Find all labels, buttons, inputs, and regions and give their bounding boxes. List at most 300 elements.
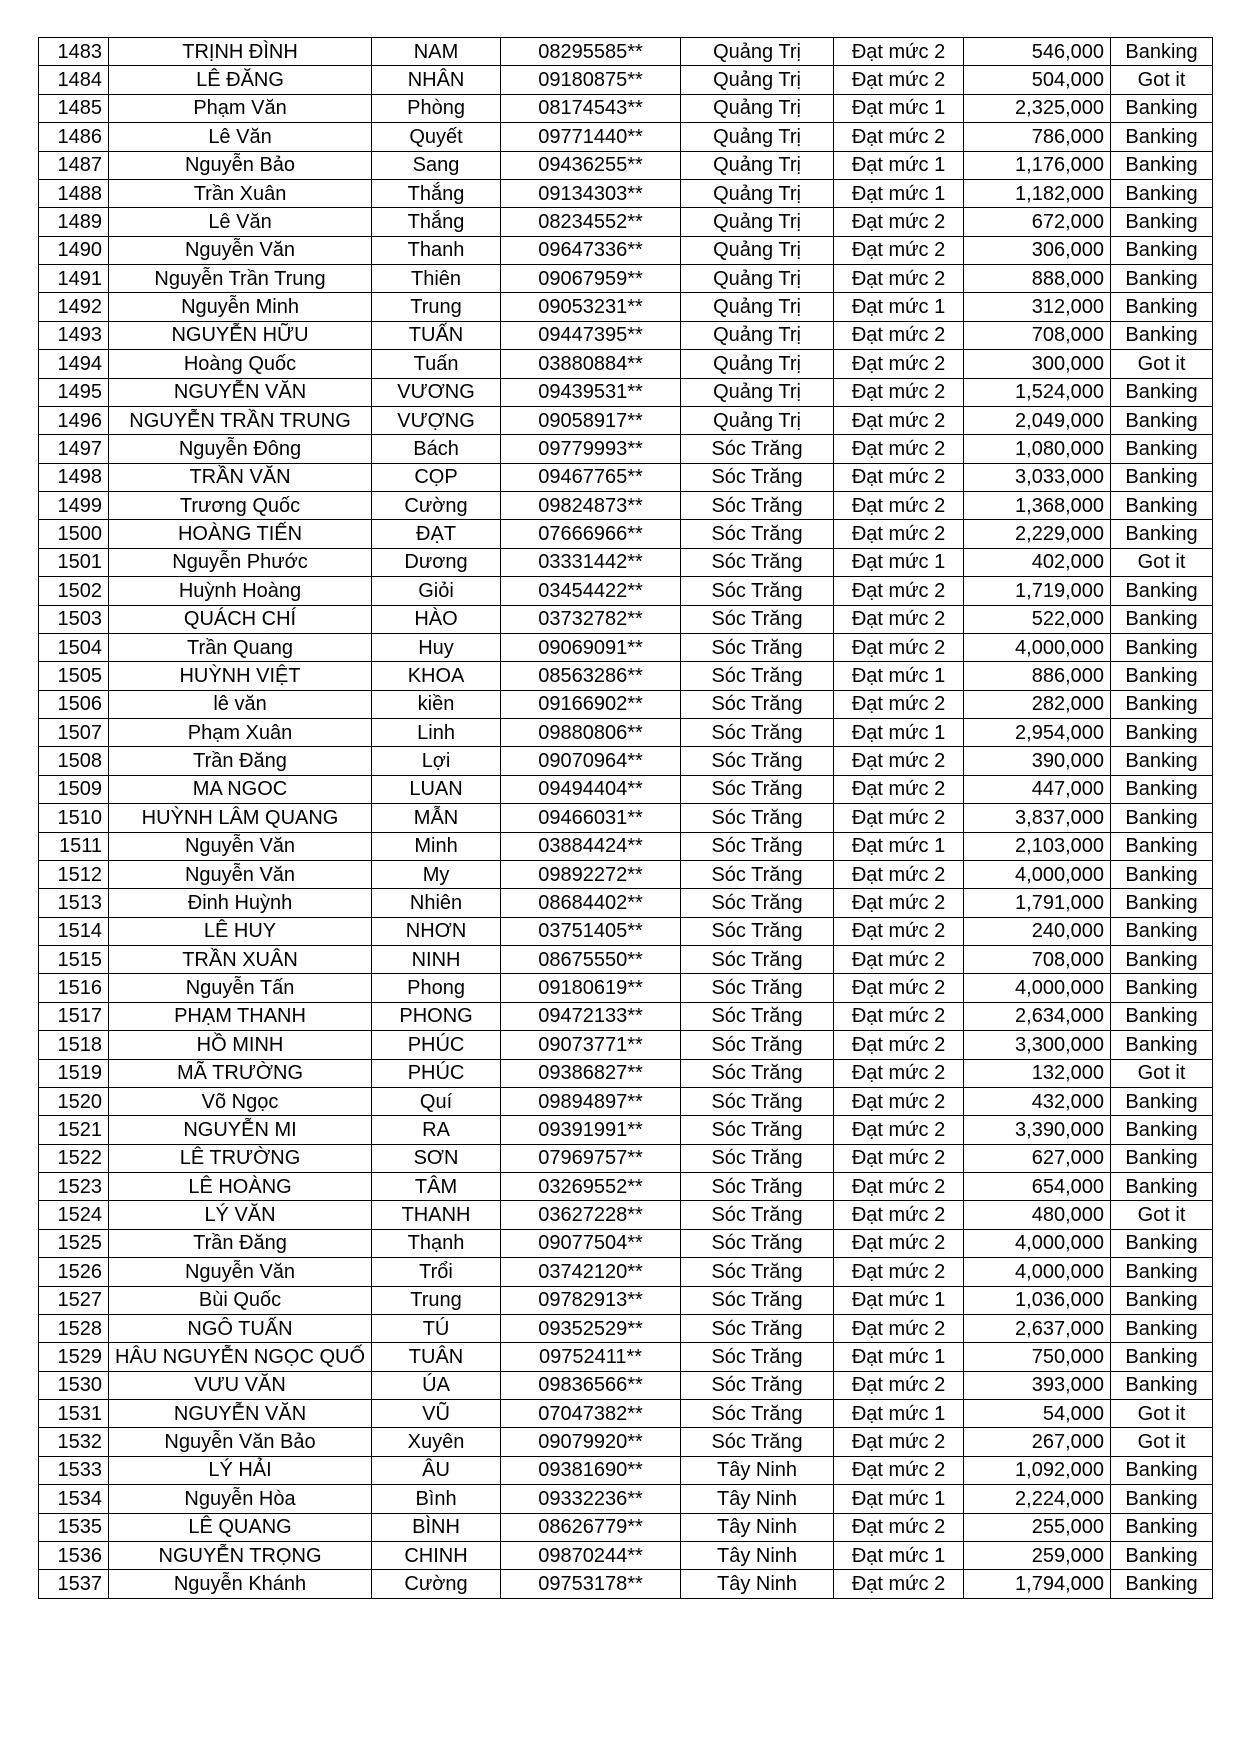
cell-last-name: Trần Quang <box>109 633 372 661</box>
cell-last-name: Nguyễn Văn <box>109 1258 372 1286</box>
cell-first-name: HÀO <box>372 605 501 633</box>
cell-amount: 2,954,000 <box>964 719 1111 747</box>
cell-last-name: Trần Xuân <box>109 179 372 207</box>
cell-row-number: 1500 <box>39 520 109 548</box>
cell-province: Sóc Trăng <box>681 974 834 1002</box>
cell-province: Quảng Trị <box>681 265 834 293</box>
cell-amount: 708,000 <box>964 946 1111 974</box>
cell-first-name: Trung <box>372 293 501 321</box>
cell-level: Đạt mức 2 <box>834 1087 964 1115</box>
cell-first-name: Minh <box>372 832 501 860</box>
cell-amount: 546,000 <box>964 38 1111 66</box>
table-row <box>39 633 1213 661</box>
cell-phone: 09753178** <box>501 1570 681 1598</box>
cell-first-name: Lợi <box>372 747 501 775</box>
cell-row-number: 1502 <box>39 577 109 605</box>
table-row <box>39 662 1213 690</box>
cell-province: Tây Ninh <box>681 1485 834 1513</box>
cell-last-name: TRẦN VĂN <box>109 463 372 491</box>
cell-last-name: HUỲNH VIỆT <box>109 662 372 690</box>
cell-amount: 240,000 <box>964 917 1111 945</box>
cell-method: Banking <box>1111 435 1213 463</box>
cell-last-name: Nguyễn Minh <box>109 293 372 321</box>
cell-province: Sóc Trăng <box>681 435 834 463</box>
cell-row-number: 1537 <box>39 1570 109 1598</box>
cell-level: Đạt mức 2 <box>834 946 964 974</box>
cell-first-name: NAM <box>372 38 501 66</box>
cell-first-name: Phòng <box>372 94 501 122</box>
table-row <box>39 66 1213 94</box>
cell-phone: 07047382** <box>501 1400 681 1428</box>
cell-row-number: 1522 <box>39 1144 109 1172</box>
cell-row-number: 1508 <box>39 747 109 775</box>
cell-row-number: 1507 <box>39 719 109 747</box>
cell-level: Đạt mức 2 <box>834 1173 964 1201</box>
cell-province: Sóc Trăng <box>681 889 834 917</box>
cell-last-name: Nguyễn Văn Bảo <box>109 1428 372 1456</box>
cell-level: Đạt mức 1 <box>834 662 964 690</box>
cell-amount: 3,390,000 <box>964 1116 1111 1144</box>
cell-row-number: 1521 <box>39 1116 109 1144</box>
cell-amount: 312,000 <box>964 293 1111 321</box>
cell-first-name: TUÂN <box>372 1343 501 1371</box>
cell-last-name: MÃ TRƯỜNG <box>109 1059 372 1087</box>
cell-method: Banking <box>1111 974 1213 1002</box>
cell-phone: 03454422** <box>501 577 681 605</box>
cell-province: Quảng Trị <box>681 179 834 207</box>
cell-level: Đạt mức 1 <box>834 719 964 747</box>
cell-last-name: Võ Ngọc <box>109 1087 372 1115</box>
cell-level: Đạt mức 2 <box>834 463 964 491</box>
cell-row-number: 1494 <box>39 350 109 378</box>
table-row <box>39 350 1213 378</box>
cell-last-name: LÝ VĂN <box>109 1201 372 1229</box>
cell-last-name: HỒ MINH <box>109 1031 372 1059</box>
cell-phone: 09472133** <box>501 1002 681 1030</box>
cell-amount: 2,103,000 <box>964 832 1111 860</box>
cell-last-name: Nguyễn Khánh <box>109 1570 372 1598</box>
cell-last-name: Trần Đăng <box>109 747 372 775</box>
cell-row-number: 1510 <box>39 804 109 832</box>
cell-phone: 09752411** <box>501 1343 681 1371</box>
cell-province: Sóc Trăng <box>681 577 834 605</box>
cell-method: Got it <box>1111 1400 1213 1428</box>
cell-row-number: 1490 <box>39 236 109 264</box>
cell-province: Sóc Trăng <box>681 1087 834 1115</box>
cell-method: Banking <box>1111 1144 1213 1172</box>
table-row <box>39 1456 1213 1484</box>
cell-method: Banking <box>1111 463 1213 491</box>
cell-level: Đạt mức 2 <box>834 1456 964 1484</box>
cell-first-name: PHÚC <box>372 1059 501 1087</box>
cell-row-number: 1525 <box>39 1229 109 1257</box>
cell-phone: 09436255** <box>501 151 681 179</box>
cell-last-name: Lê Văn <box>109 123 372 151</box>
cell-level: Đạt mức 2 <box>834 577 964 605</box>
cell-row-number: 1515 <box>39 946 109 974</box>
cell-amount: 393,000 <box>964 1371 1111 1399</box>
cell-province: Quảng Trị <box>681 350 834 378</box>
cell-phone: 08563286** <box>501 662 681 690</box>
table-row <box>39 123 1213 151</box>
cell-level: Đạt mức 2 <box>834 1570 964 1598</box>
cell-amount: 708,000 <box>964 321 1111 349</box>
cell-first-name: ÂU <box>372 1456 501 1484</box>
cell-level: Đạt mức 2 <box>834 804 964 832</box>
cell-last-name: LÝ HẢI <box>109 1456 372 1484</box>
cell-first-name: NHÂN <box>372 66 501 94</box>
cell-method: Got it <box>1111 350 1213 378</box>
cell-phone: 09771440** <box>501 123 681 151</box>
cell-last-name: NGÔ TUẤN <box>109 1314 372 1342</box>
cell-last-name: HOÀNG TIẾN <box>109 520 372 548</box>
cell-method: Banking <box>1111 1087 1213 1115</box>
cell-method: Banking <box>1111 208 1213 236</box>
cell-province: Sóc Trăng <box>681 1002 834 1030</box>
table-row <box>39 321 1213 349</box>
cell-level: Đạt mức 2 <box>834 1258 964 1286</box>
cell-amount: 2,049,000 <box>964 406 1111 434</box>
cell-last-name: VƯU VĂN <box>109 1371 372 1399</box>
cell-province: Sóc Trăng <box>681 1173 834 1201</box>
cell-amount: 4,000,000 <box>964 1258 1111 1286</box>
cell-level: Đạt mức 2 <box>834 321 964 349</box>
cell-method: Banking <box>1111 1002 1213 1030</box>
cell-province: Quảng Trị <box>681 378 834 406</box>
table-row <box>39 1513 1213 1541</box>
cell-last-name: NGUYỄN MI <box>109 1116 372 1144</box>
cell-row-number: 1498 <box>39 463 109 491</box>
cell-level: Đạt mức 2 <box>834 350 964 378</box>
cell-method: Banking <box>1111 1173 1213 1201</box>
cell-row-number: 1516 <box>39 974 109 1002</box>
cell-province: Quảng Trị <box>681 38 834 66</box>
cell-province: Sóc Trăng <box>681 860 834 888</box>
table-row <box>39 236 1213 264</box>
cell-row-number: 1529 <box>39 1343 109 1371</box>
cell-row-number: 1513 <box>39 889 109 917</box>
cell-first-name: VƯƠNG <box>372 378 501 406</box>
cell-last-name: Phạm Xuân <box>109 719 372 747</box>
cell-province: Quảng Trị <box>681 208 834 236</box>
cell-first-name: Sang <box>372 151 501 179</box>
cell-amount: 4,000,000 <box>964 860 1111 888</box>
cell-first-name: Bách <box>372 435 501 463</box>
cell-row-number: 1511 <box>39 832 109 860</box>
cell-method: Banking <box>1111 775 1213 803</box>
cell-first-name: ÚA <box>372 1371 501 1399</box>
cell-phone: 09381690** <box>501 1456 681 1484</box>
table-row <box>39 1087 1213 1115</box>
cell-row-number: 1487 <box>39 151 109 179</box>
cell-level: Đạt mức 2 <box>834 860 964 888</box>
cell-amount: 1,080,000 <box>964 435 1111 463</box>
table-row <box>39 1570 1213 1598</box>
cell-row-number: 1504 <box>39 633 109 661</box>
cell-amount: 627,000 <box>964 1144 1111 1172</box>
cell-amount: 786,000 <box>964 123 1111 151</box>
cell-province: Sóc Trăng <box>681 747 834 775</box>
cell-row-number: 1484 <box>39 66 109 94</box>
cell-phone: 09647336** <box>501 236 681 264</box>
table-row <box>39 804 1213 832</box>
cell-last-name: Nguyễn Văn <box>109 236 372 264</box>
cell-phone: 09894897** <box>501 1087 681 1115</box>
cell-phone: 09058917** <box>501 406 681 434</box>
table-row <box>39 265 1213 293</box>
cell-row-number: 1499 <box>39 492 109 520</box>
cell-level: Đạt mức 1 <box>834 151 964 179</box>
cell-first-name: Dương <box>372 548 501 576</box>
cell-row-number: 1534 <box>39 1485 109 1513</box>
table-row <box>39 378 1213 406</box>
cell-amount: 1,794,000 <box>964 1570 1111 1598</box>
cell-phone: 09073771** <box>501 1031 681 1059</box>
cell-last-name: Nguyễn Bảo <box>109 151 372 179</box>
cell-amount: 480,000 <box>964 1201 1111 1229</box>
cell-amount: 3,837,000 <box>964 804 1111 832</box>
cell-amount: 4,000,000 <box>964 633 1111 661</box>
cell-amount: 1,791,000 <box>964 889 1111 917</box>
table-row <box>39 208 1213 236</box>
cell-method: Banking <box>1111 605 1213 633</box>
cell-first-name: Quyết <box>372 123 501 151</box>
cell-row-number: 1483 <box>39 38 109 66</box>
cell-first-name: Giỏi <box>372 577 501 605</box>
cell-last-name: lê văn <box>109 690 372 718</box>
cell-amount: 750,000 <box>964 1343 1111 1371</box>
cell-method: Banking <box>1111 1456 1213 1484</box>
cell-row-number: 1503 <box>39 605 109 633</box>
table-row <box>39 775 1213 803</box>
table-row <box>39 1144 1213 1172</box>
cell-first-name: MẪN <box>372 804 501 832</box>
cell-row-number: 1524 <box>39 1201 109 1229</box>
cell-row-number: 1485 <box>39 94 109 122</box>
cell-phone: 09069091** <box>501 633 681 661</box>
cell-province: Tây Ninh <box>681 1456 834 1484</box>
cell-first-name: ĐẠT <box>372 520 501 548</box>
cell-province: Quảng Trị <box>681 236 834 264</box>
cell-method: Banking <box>1111 662 1213 690</box>
cell-province: Sóc Trăng <box>681 1371 834 1399</box>
cell-amount: 2,634,000 <box>964 1002 1111 1030</box>
cell-row-number: 1489 <box>39 208 109 236</box>
cell-province: Tây Ninh <box>681 1541 834 1569</box>
cell-first-name: PHÚC <box>372 1031 501 1059</box>
cell-province: Sóc Trăng <box>681 804 834 832</box>
cell-method: Banking <box>1111 1371 1213 1399</box>
cell-phone: 09352529** <box>501 1314 681 1342</box>
cell-amount: 54,000 <box>964 1400 1111 1428</box>
cell-method: Banking <box>1111 265 1213 293</box>
cell-phone: 09180875** <box>501 66 681 94</box>
cell-province: Sóc Trăng <box>681 633 834 661</box>
cell-last-name: Trương Quốc <box>109 492 372 520</box>
cell-row-number: 1520 <box>39 1087 109 1115</box>
cell-phone: 08684402** <box>501 889 681 917</box>
cell-last-name: Nguyễn Trần Trung <box>109 265 372 293</box>
cell-last-name: TRẦN XUÂN <box>109 946 372 974</box>
cell-level: Đạt mức 2 <box>834 1059 964 1087</box>
cell-method: Banking <box>1111 1570 1213 1598</box>
cell-method: Banking <box>1111 151 1213 179</box>
cell-level: Đạt mức 1 <box>834 548 964 576</box>
cell-level: Đạt mức 1 <box>834 1400 964 1428</box>
cell-province: Sóc Trăng <box>681 605 834 633</box>
cell-row-number: 1505 <box>39 662 109 690</box>
cell-first-name: NHƠN <box>372 917 501 945</box>
table-row <box>39 946 1213 974</box>
table-row <box>39 1371 1213 1399</box>
table-row <box>39 435 1213 463</box>
cell-level: Đạt mức 1 <box>834 94 964 122</box>
table-row <box>39 38 1213 66</box>
cell-level: Đạt mức 2 <box>834 1314 964 1342</box>
cell-last-name: Nguyễn Đông <box>109 435 372 463</box>
cell-method: Banking <box>1111 577 1213 605</box>
table-row <box>39 94 1213 122</box>
cell-last-name: TRỊNH ĐÌNH <box>109 38 372 66</box>
cell-method: Got it <box>1111 1428 1213 1456</box>
cell-province: Sóc Trăng <box>681 1116 834 1144</box>
cell-method: Banking <box>1111 747 1213 775</box>
table-row <box>39 1541 1213 1569</box>
cell-method: Banking <box>1111 690 1213 718</box>
cell-amount: 1,524,000 <box>964 378 1111 406</box>
cell-province: Sóc Trăng <box>681 775 834 803</box>
table-row <box>39 1400 1213 1428</box>
cell-level: Đạt mức 2 <box>834 435 964 463</box>
cell-phone: 09332236** <box>501 1485 681 1513</box>
cell-province: Sóc Trăng <box>681 1201 834 1229</box>
cell-method: Banking <box>1111 492 1213 520</box>
cell-method: Banking <box>1111 236 1213 264</box>
table-row <box>39 492 1213 520</box>
cell-level: Đạt mức 2 <box>834 917 964 945</box>
cell-last-name: NGUYỄN HỮU <box>109 321 372 349</box>
cell-phone: 08234552** <box>501 208 681 236</box>
cell-level: Đạt mức 2 <box>834 492 964 520</box>
table-row <box>39 548 1213 576</box>
cell-province: Sóc Trăng <box>681 520 834 548</box>
cell-phone: 09053231** <box>501 293 681 321</box>
cell-first-name: Trung <box>372 1286 501 1314</box>
cell-province: Sóc Trăng <box>681 1428 834 1456</box>
cell-province: Sóc Trăng <box>681 1400 834 1428</box>
cell-row-number: 1532 <box>39 1428 109 1456</box>
cell-phone: 09779993** <box>501 435 681 463</box>
cell-phone: 09880806** <box>501 719 681 747</box>
cell-method: Banking <box>1111 406 1213 434</box>
cell-first-name: Cường <box>372 492 501 520</box>
cell-method: Banking <box>1111 520 1213 548</box>
cell-phone: 09782913** <box>501 1286 681 1314</box>
cell-phone: 09391991** <box>501 1116 681 1144</box>
cell-amount: 1,182,000 <box>964 179 1111 207</box>
cell-first-name: Trổi <box>372 1258 501 1286</box>
cell-last-name: Nguyễn Phước <box>109 548 372 576</box>
cell-first-name: TUẤN <box>372 321 501 349</box>
cell-province: Sóc Trăng <box>681 492 834 520</box>
cell-phone: 08295585** <box>501 38 681 66</box>
cell-level: Đạt mức 2 <box>834 1116 964 1144</box>
cell-phone: 09386827** <box>501 1059 681 1087</box>
cell-first-name: VŨ <box>372 1400 501 1428</box>
cell-phone: 09836566** <box>501 1371 681 1399</box>
cell-last-name: Đinh Huỳnh <box>109 889 372 917</box>
table-row <box>39 1059 1213 1087</box>
table-row <box>39 1116 1213 1144</box>
cell-phone: 03269552** <box>501 1173 681 1201</box>
cell-phone: 09824873** <box>501 492 681 520</box>
cell-last-name: Trần Đăng <box>109 1229 372 1257</box>
cell-province: Sóc Trăng <box>681 1059 834 1087</box>
cell-method: Banking <box>1111 1314 1213 1342</box>
table-row <box>39 1428 1213 1456</box>
cell-phone: 03732782** <box>501 605 681 633</box>
cell-province: Sóc Trăng <box>681 548 834 576</box>
cell-last-name: Hoàng Quốc <box>109 350 372 378</box>
cell-method: Banking <box>1111 94 1213 122</box>
cell-phone: 09134303** <box>501 179 681 207</box>
cell-level: Đạt mức 2 <box>834 1371 964 1399</box>
cell-first-name: My <box>372 860 501 888</box>
cell-province: Sóc Trăng <box>681 1258 834 1286</box>
cell-phone: 09180619** <box>501 974 681 1002</box>
cell-method: Banking <box>1111 38 1213 66</box>
cell-row-number: 1488 <box>39 179 109 207</box>
cell-row-number: 1530 <box>39 1371 109 1399</box>
cell-level: Đạt mức 2 <box>834 378 964 406</box>
cell-phone: 09166902** <box>501 690 681 718</box>
cell-first-name: CHINH <box>372 1541 501 1569</box>
cell-first-name: LUAN <box>372 775 501 803</box>
cell-phone: 09494404** <box>501 775 681 803</box>
cell-province: Sóc Trăng <box>681 1343 834 1371</box>
cell-method: Banking <box>1111 860 1213 888</box>
table-row <box>39 577 1213 605</box>
cell-level: Đạt mức 1 <box>834 832 964 860</box>
cell-first-name: Phong <box>372 974 501 1002</box>
cell-row-number: 1528 <box>39 1314 109 1342</box>
table-row <box>39 719 1213 747</box>
cell-level: Đạt mức 1 <box>834 293 964 321</box>
cell-row-number: 1526 <box>39 1258 109 1286</box>
cell-first-name: RA <box>372 1116 501 1144</box>
cell-method: Banking <box>1111 378 1213 406</box>
cell-first-name: VƯỢNG <box>372 406 501 434</box>
cell-method: Banking <box>1111 946 1213 974</box>
cell-province: Quảng Trị <box>681 406 834 434</box>
cell-last-name: QUÁCH CHÍ <box>109 605 372 633</box>
cell-last-name: LÊ ĐĂNG <box>109 66 372 94</box>
cell-amount: 259,000 <box>964 1541 1111 1569</box>
cell-amount: 447,000 <box>964 775 1111 803</box>
cell-method: Banking <box>1111 832 1213 860</box>
table-row <box>39 974 1213 1002</box>
cell-level: Đạt mức 2 <box>834 520 964 548</box>
cell-province: Quảng Trị <box>681 123 834 151</box>
cell-method: Banking <box>1111 719 1213 747</box>
table-row <box>39 1258 1213 1286</box>
cell-row-number: 1491 <box>39 265 109 293</box>
cell-phone: 07969757** <box>501 1144 681 1172</box>
cell-phone: 09870244** <box>501 1541 681 1569</box>
cell-last-name: LÊ TRƯỜNG <box>109 1144 372 1172</box>
cell-row-number: 1519 <box>39 1059 109 1087</box>
cell-method: Banking <box>1111 321 1213 349</box>
